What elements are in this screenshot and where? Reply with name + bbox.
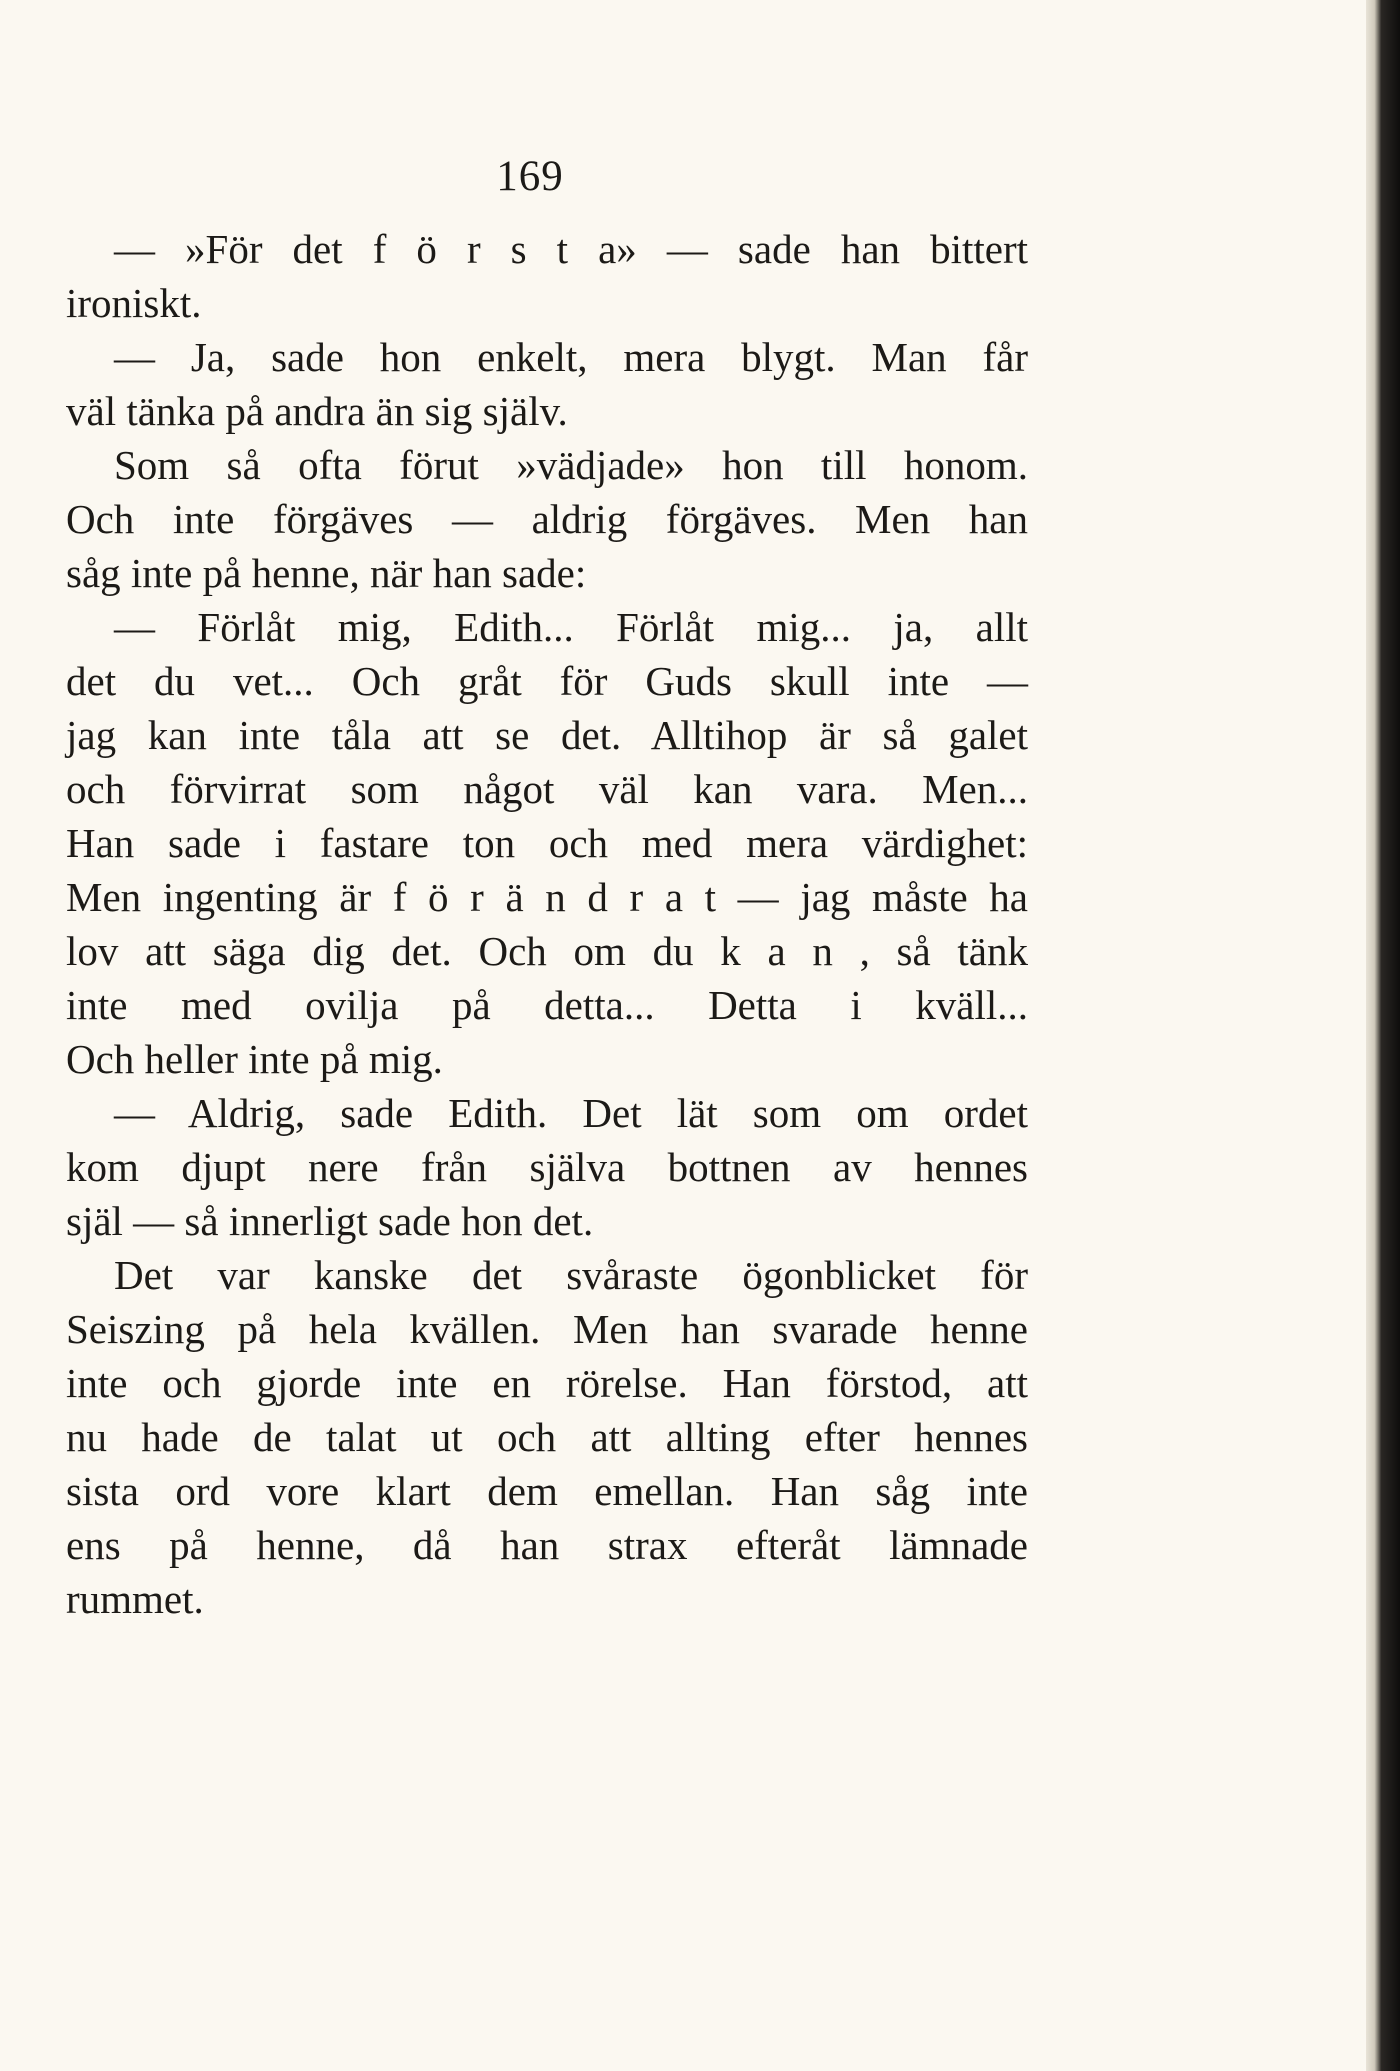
text-line: kom djupt nere från själva bottnen av hennes xyxy=(66,1144,1028,1190)
text-line: jag kan inte tåla att se det. Alltihop är så galet xyxy=(66,712,1028,758)
text-line: själ — så innerligt sade hon det. xyxy=(66,1198,594,1244)
text-line: — Förlåt mig, Edith... Förlåt mig... ja, allt xyxy=(114,604,1028,650)
text-line: väl tänka på andra än sig själv. xyxy=(66,388,568,434)
text-line: Men ingenting är f ö r ä n d r a t — jag måste ha xyxy=(66,874,1028,920)
text-line: — Aldrig, sade Edith. Det lät som om ordet xyxy=(114,1090,1028,1136)
text-line: sista ord vore klart dem emellan. Han såg inte xyxy=(66,1468,1028,1514)
page-number: 169 xyxy=(496,153,564,200)
body-text xyxy=(66,222,1028,1626)
text-line: rummet. xyxy=(66,1576,204,1622)
text-line: såg inte på henne, när han sade: xyxy=(66,550,587,596)
text-line: inte med ovilja på detta... Detta i kväll... xyxy=(66,982,1028,1028)
text-line: Som så ofta förut »vädjade» hon till honom. xyxy=(114,442,1028,488)
text-line: Och heller inte på mig. xyxy=(66,1036,443,1082)
text-line: Och inte förgäves — aldrig förgäves. Men han xyxy=(66,496,1028,542)
text-line: lov att säga dig det. Och om du k a n , så tänk xyxy=(66,928,1028,974)
text-line: — »För det f ö r s t a» — sade han bittert xyxy=(114,226,1028,272)
text-line: Det var kanske det svåraste ögonblicket för xyxy=(114,1252,1028,1298)
page-edge xyxy=(1366,0,1400,2071)
text-line: och förvirrat som något väl kan vara. Men... xyxy=(66,766,1028,812)
text-line: Seiszing på hela kvällen. Men han svarade henne xyxy=(66,1306,1028,1352)
text-line: ironiskt. xyxy=(66,280,202,326)
text-line: inte och gjorde inte en rörelse. Han förstod, att xyxy=(66,1360,1028,1406)
text-line: — Ja, sade hon enkelt, mera blygt. Man får xyxy=(114,334,1028,380)
text-line: det du vet... Och gråt för Guds skull inte — xyxy=(66,658,1028,704)
text-line: Han sade i fastare ton och med mera värdighet: xyxy=(66,820,1028,866)
text-line: nu hade de talat ut och att allting efter hennes xyxy=(66,1414,1028,1460)
text-line: ens på henne, då han strax efteråt lämnade xyxy=(66,1522,1028,1568)
